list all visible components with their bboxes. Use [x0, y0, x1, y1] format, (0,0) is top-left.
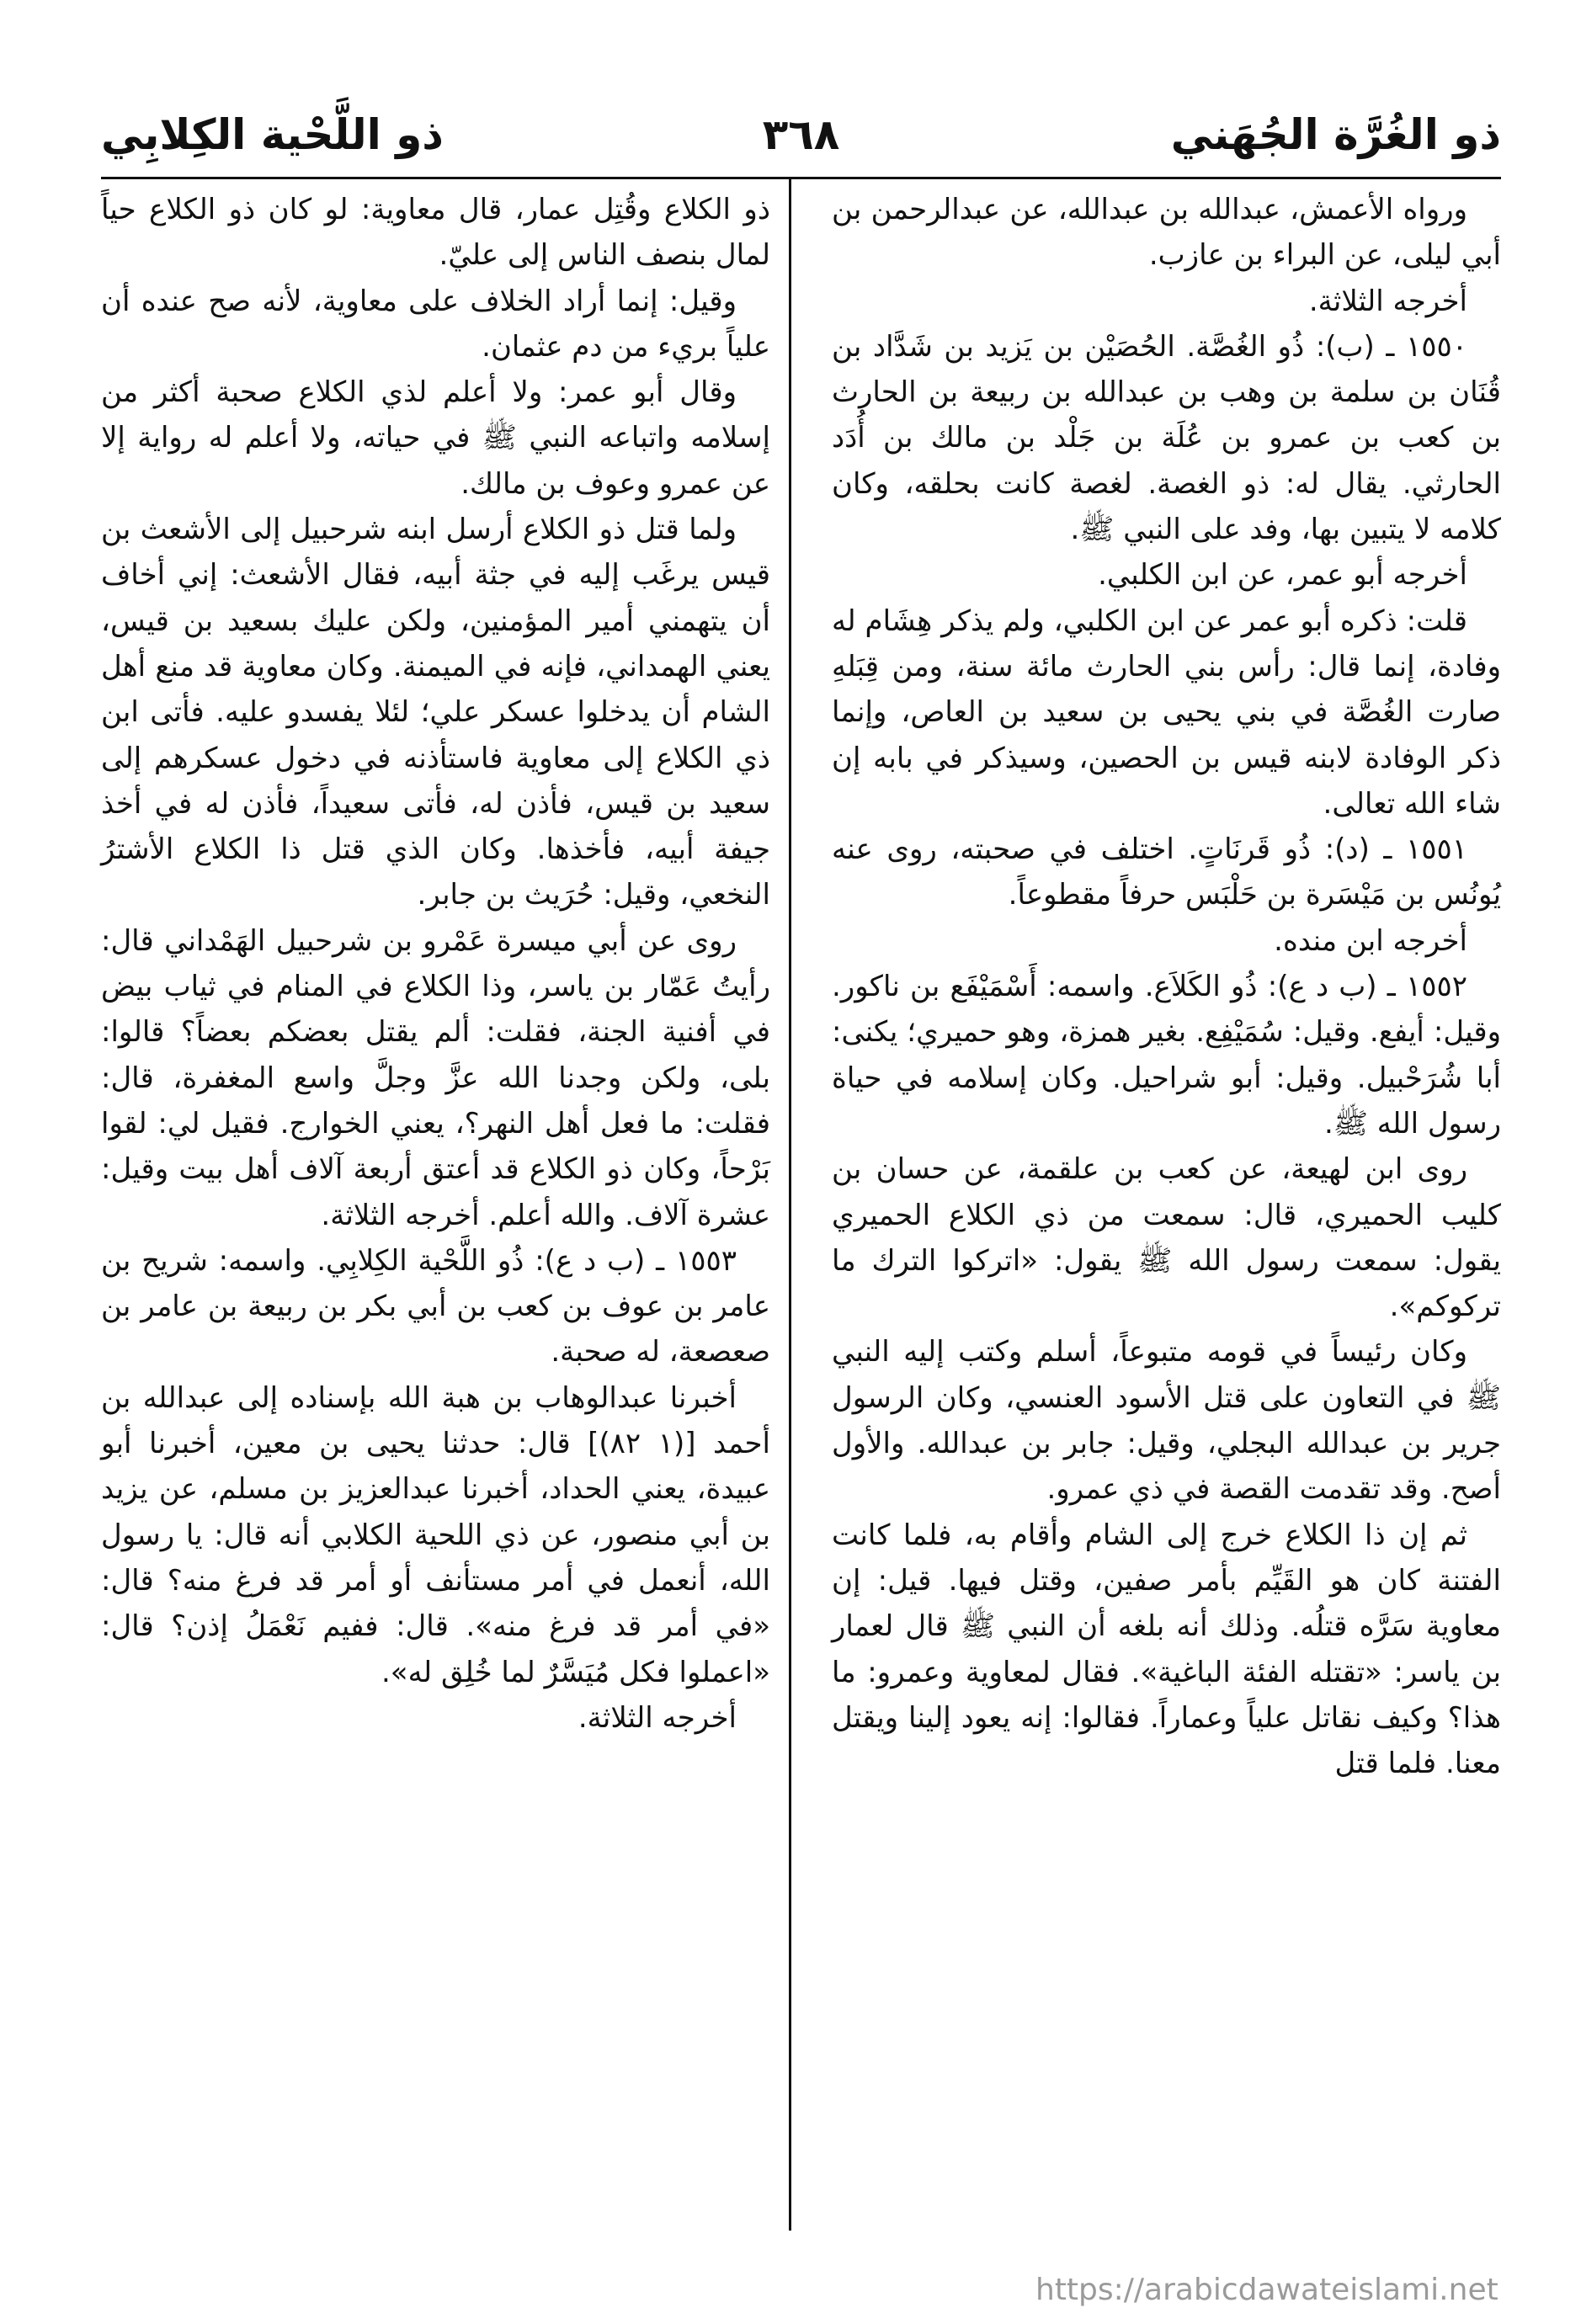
- paragraph: وقال أبو عمر: ولا أعلم لذي الكلاع صحبة أكثر من إسلامه واتباعه النبي ﷺ في حياته، ولا أعلم له رواية إلا عن عمرو وعوف بن مالك.: [101, 375, 770, 501]
- paragraph: أخرجه الثلاثة.: [1308, 284, 1467, 318]
- header-right-title: ذو الغُرَّة الجُهَني: [1170, 110, 1501, 159]
- paragraph: ولما قتل ذو الكلاع أرسل ابنه شرحبيل إلى الأشعث بن قيس يرغَب إليه في جثة أبيه، فقال الأشعث: إني أخاف أن يتهمني أمير المؤمنين، ولكن عليك بسعيد بن قيس، يعني الهمداني، فإنه في الميمنة. وكان معاوية قد منع أهل الشام أن يدخلوا عسكر علي؛ لئلا يفسدو عليه. فأتى ابن ذي الكلاع إلى معاوية فاستأذنه في دخول عسكرهم إلى سعيد بن قيس، فأذن له، فأتى سعيداً، فأذن له في أخذ جيفة أبيه، فأخذها. وكان الذي قتل ذا الكلاع الأشترُ النخعي، وقيل: حُرَيث بن جابر.: [101, 513, 770, 912]
- paragraph: وكان رئيساً في قومه متبوعاً، أسلم وكتب إليه النبي ﷺ في التعاون على قتل الأسود العنسي، وكان الرسول جرير بن عبدالله البجلي، وقيل: جابر بن عبدالله. والأول أصح. وقد تقدمت القصة في ذي عمرو.: [832, 1335, 1501, 1507]
- page-number: ٣٦٨: [762, 110, 840, 159]
- paragraph: روى ابن لهيعة، عن كعب بن علقمة، عن حسان بن كليب الحميري، قال: سمعت من ذي الكلاع الحميري يقول: سمعت رسول الله ﷺ يقول: «اتركوا الترك ما تركوكم».: [832, 1152, 1501, 1324]
- paragraph: أخرجه ابن منده.: [1274, 923, 1467, 958]
- paragraph: وقيل: إنما أراد الخلاف على معاوية، لأنه صح عنده أن علياً بريء من دم عثمان.: [101, 284, 770, 364]
- header-left-title: ذو اللَّحْية الكِلابِي: [101, 110, 444, 159]
- left-column: [101, 187, 770, 1741]
- paragraph: ورواه الأعمش، عبدالله بن عبدالله، عن عبدالرحمن بن أبي ليلى، عن البراء بن عازب.: [832, 193, 1501, 273]
- column-divider: [789, 177, 791, 2231]
- page-header: [101, 99, 1501, 179]
- right-column: [832, 187, 1501, 1786]
- watermark-url: https://arabicdawateislami.net: [1035, 2273, 1498, 2307]
- paragraph: ثم إن ذا الكلاع خرج إلى الشام وأقام به، فلما كانت الفتنة كان هو القَيِّم بأمر صفين، وقتل فيها. قيل: إن معاوية سَرَّه قتلُه. وذلك أنه بلغه أن النبي ﷺ قال لعمار بن ياسر: «تقتله الفئة الباغية». فقال لمعاوية وعمرو: ما هذا؟ وكيف نقاتل علياً وعماراً. فقالوا: إنه يعود إلينا ويقتل معنا. فلما قتل: [832, 1518, 1501, 1781]
- entry-1551: ١٥٥١ ـ (د): ذُو قَرنَاتٍ. اختلف في صحبته، روى عنه يُونُس بن مَيْسَرة بن حَلْبَس حرفاً مقطوعاً.: [832, 832, 1501, 912]
- entry-1553: ١٥٥٣ ـ (ب د ع): ذُو اللَّحْية الكِلابِي. واسمه: شريح بن عامر بن عوف بن كعب بن أبي بكر بن ربيعة بن عامر بن صعصعة، له صحبة.: [101, 1243, 770, 1369]
- entry-1550: ١٥٥٠ ـ (ب): ذُو الغُصَّة. الحُصَيْن بن يَزيد بن شَدَّاد بن قُنَان بن سلمة بن وهب بن عبدالله بن ربيعة بن الحارث بن كعب بن عمرو بن عُلَة بن جَلْد بن مالك بن أُدَد الحارثي. يقال له: ذو الغصة. لغصة كانت بحلقه، وكان كلامه لا يتبين بها، وفد على النبي ﷺ.: [832, 329, 1501, 547]
- paragraph: روى عن أبي ميسرة عَمْرو بن شرحبيل الهَمْداني قال: رأيتُ عَمّار بن ياسر، وذا الكلاع في المنام في ثياب بيض في أفنية الجنة، فقلت: ألم يقتل بعضكم بعضاً؟ قالوا: بلى، ولكن وجدنا الله عزَّ وجلَّ واسع المغفرة، قال: فقلت: ما فعل أهل النهر؟، يعني الخوارج. فقيل لي: لقوا بَرْحاً، وكان ذو الكلاع قد أعتق أربعة آلاف أهل بيت وقيل: عشرة آلاف. والله أعلم. أخرجه الثلاثة.: [101, 923, 770, 1232]
- paragraph: أخبرنا عبدالوهاب بن هبة الله بإسناده إلى عبدالله بن أحمد [(١ ٨٢)] قال: حدثنا يحيى بن معين، أخبرنا أبو عبيدة، يعني الحداد، أخبرنا عبدالعزيز بن مسلم، عن يزيد بن أبي منصور، عن ذي اللحية الكلابي أنه قال: يا رسول الله، أنعمل في أمر مستأنف أو أمر قد فرغ منه؟ قال: «في أمر قد فرغ منه». قال: ففيم نَعْمَلُ إذن؟ قال: «اعملوا فكل مُيَسَّرٌ لما خُلِق له».: [101, 1380, 770, 1689]
- entry-1552: ١٥٥٢ ـ (ب د ع): ذُو الكَلاَع. واسمه: أَسْمَيْفَع بن ناكور. وقيل: أيفع. وقيل: سُمَيْفِع. بغير همزة، وهو حميري؛ يكنى: أبا شُرَحْبيل. وقيل: أبو شراحيل. وكان إسلامه في حياة رسول الله ﷺ.: [832, 970, 1501, 1141]
- paragraph: ذو الكلاع وقُتِل عمار، قال معاوية: لو كان ذو الكلاع حياً لمال بنصف الناس إلى عليّ.: [101, 193, 770, 273]
- paragraph: أخرجه أبو عمر، عن ابن الكلبي.: [1098, 558, 1467, 593]
- paragraph: أخرجه الثلاثة.: [578, 1700, 737, 1735]
- paragraph: قلت: ذكره أبو عمر عن ابن الكلبي، ولم يذكر هِشَام له وفادة، إنما قال: رأس بني الحارث مائة سنة، ومن قِبَلهِ صارت الغُصَّة في بني يحيى بن سعيد بن العاص، وإنما ذكر الوفادة لابنه قيس بن الحصين، وسيذكر في بابه إن شاء الله تعالى.: [832, 604, 1501, 821]
